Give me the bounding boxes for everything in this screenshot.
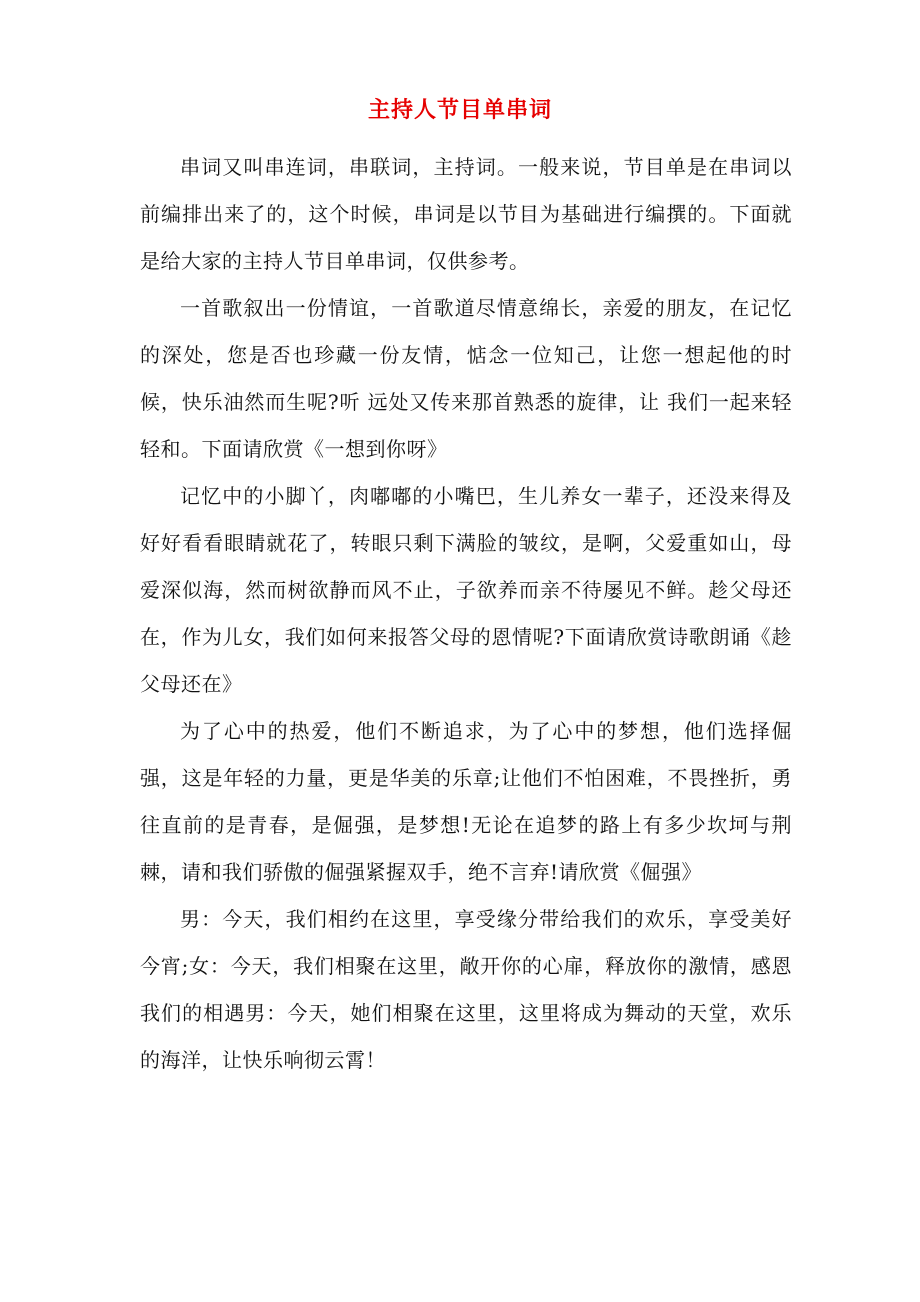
document-body	[140, 144, 792, 1084]
paragraph-poem-intro: 记忆中的小脚丫，肉嘟嘟的小嘴巴，生儿养女一辈子，还没来得及好好看看眼睛就花了，转眼只剩下满脸的皱纹，是啊，父爱重如山，母爱深似海，然而树欲静而风不止，子欲养而亲不待屡见不鲜。趁父母还在，作为儿女，我们如何来报答父母的恩情呢?下面请欣赏诗歌朗诵《趁父母还在》	[140, 484, 792, 696]
paragraph-stubborn-intro: 为了心中的热爱，他们不断追求，为了心中的梦想，他们选择倔强，这是年轻的力量，更是华美的乐章;让他们不怕困难，不畏挫折，勇往直前的是青春，是倔强，是梦想!无论在追梦的路上有多少坎坷与荆棘，请和我们骄傲的倔强紧握双手，绝不言弃!请欣赏《倔强》	[140, 719, 792, 884]
paragraph-song-intro: 一首歌叙出一份情谊，一首歌道尽情意绵长，亲爱的朋友，在记忆的深处，您是否也珍藏一份友情，惦念一位知己，让您一想起他的时候，快乐油然而生呢?听 远处又传来那首熟悉的旋律，让 我们一起来轻轻和。下面请欣赏《一想到你呀》	[140, 296, 792, 461]
paragraph-intro: 串词又叫串连词，串联词，主持词。一般来说，节目单是在串词以前编排出来了的，这个时候，串词是以节目为基础进行编撰的。下面就是给大家的主持人节目单串词，仅供参考。	[140, 155, 792, 273]
paragraph-dialogue: 男：今天，我们相约在这里，享受缘分带给我们的欢乐，享受美好今宵;女：今天，我们相聚在这里，敞开你的心扉，释放你的激情，感恩我们的相遇男：今天，她们相聚在这里，这里将成为舞动的天堂，欢乐的海洋，让快乐响彻云霄！	[140, 907, 792, 1072]
document-title: 主持人节目单串词	[367, 97, 552, 123]
